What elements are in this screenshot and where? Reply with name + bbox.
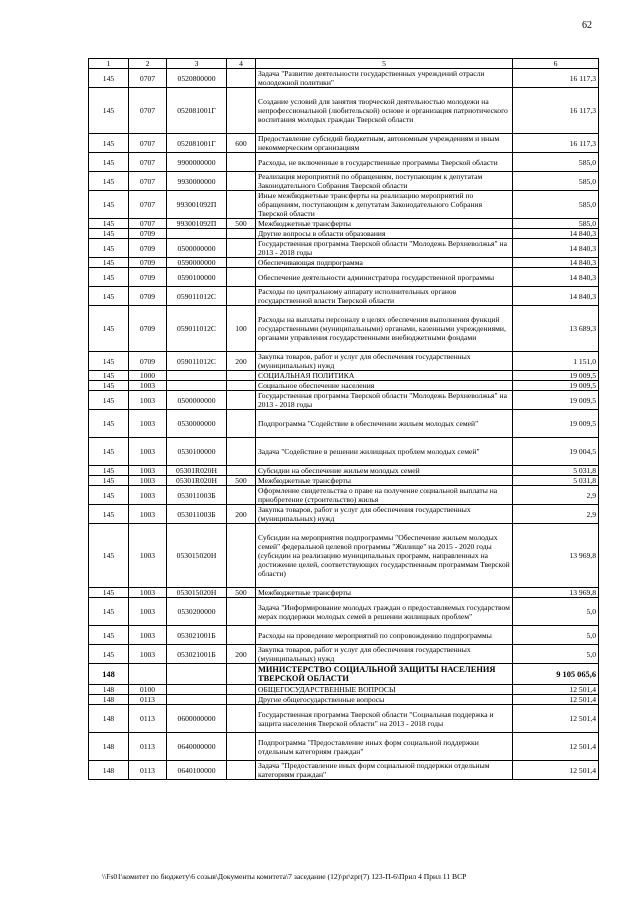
table-row [89,229,599,239]
table-row [89,153,599,172]
cell-c3: 0590000000 [167,258,227,268]
column-header: 5 [256,59,513,69]
cell-c3: 053011003Б [167,505,227,524]
cell-c2: 0113 [129,761,167,780]
cell-c5: Иные межбюджетные трансферты на реализацию мероприятий по обращениям, поступающим к депутатам Законодательного Собрания Тверской области [256,191,513,219]
cell-c3: 0640000000 [167,733,227,761]
cell-c4 [227,438,256,466]
cell-c6: 19 009,5 [513,381,599,391]
cell-c2: 0707 [129,172,167,191]
column-header: 1 [89,59,129,69]
cell-c5: Задача "Развитие деятельности государственных учреждений отрасли молодежной политики" [256,69,513,88]
cell-c5: Межбюджетные трансферты [256,219,513,229]
cell-c2: 0707 [129,219,167,229]
cell-c3: 0600000000 [167,705,227,733]
cell-c3: 059011012С [167,306,227,352]
cell-c6: 12 501,4 [513,695,599,705]
cell-c5: Межбюджетные трансферты [256,476,513,486]
column-header: 3 [167,59,227,69]
cell-c4 [227,172,256,191]
cell-c5: Подпрограмма "Предоставление иных форм социальной поддержки отдельным категориям граждан" [256,733,513,761]
table-row [89,733,599,761]
cell-c2: 0709 [129,306,167,352]
cell-c4: 200 [227,645,256,664]
cell-c5: Подпрограмма "Содействие в обеспечении жильем молодых семей" [256,410,513,438]
cell-c2: 0707 [129,69,167,88]
cell-c4 [227,598,256,626]
cell-c3: 059011012С [167,287,227,306]
cell-c6: 19 009,5 [513,391,599,410]
cell-c6: 2,9 [513,505,599,524]
cell-c5: Социальное обеспечение населения [256,381,513,391]
cell-c1: 145 [89,598,129,626]
cell-c5: Обеспечение деятельности администратора государственной программы [256,268,513,287]
table-row [89,466,599,476]
cell-c4: 200 [227,505,256,524]
cell-c6: 12 501,4 [513,733,599,761]
cell-c6: 13 689,3 [513,306,599,352]
cell-c3 [167,664,227,685]
cell-c4 [227,626,256,645]
cell-c6: 19 009,5 [513,371,599,381]
cell-c2: 0113 [129,695,167,705]
cell-c1: 145 [89,287,129,306]
cell-c5: Расходы на проведение мероприятий по сопровождению подпрограммы [256,626,513,645]
cell-c2: 1003 [129,598,167,626]
cell-c6: 1 151,0 [513,352,599,371]
cell-c3: 059011012С [167,352,227,371]
cell-c4 [227,705,256,733]
cell-c5: Обеспечивающая подпрограмма [256,258,513,268]
cell-c6: 14 840,3 [513,229,599,239]
cell-c4 [227,239,256,258]
cell-c1: 145 [89,371,129,381]
table-row [89,410,599,438]
cell-c1: 145 [89,229,129,239]
cell-c3: 9930000000 [167,172,227,191]
cell-c2 [129,664,167,685]
table-row [89,626,599,645]
cell-c6: 5,0 [513,626,599,645]
cell-c4 [227,524,256,588]
cell-c3: 0640100000 [167,761,227,780]
cell-c1: 145 [89,268,129,287]
cell-c6: 5 031,8 [513,466,599,476]
cell-c4 [227,410,256,438]
cell-c3: 0530200000 [167,598,227,626]
cell-c4 [227,761,256,780]
cell-c2: 0113 [129,733,167,761]
cell-c2: 1003 [129,466,167,476]
cell-c5: Оформление свидетельства о праве на получение социальной выплаты на приобретение (строительство) жилья [256,486,513,505]
cell-c2: 0707 [129,153,167,172]
cell-c5: Расходы, не включенные в государственные программы Тверской области [256,153,513,172]
cell-c2: 1003 [129,626,167,645]
cell-c4 [227,287,256,306]
table-row [89,371,599,381]
cell-c6: 5 031,8 [513,476,599,486]
cell-c4 [227,486,256,505]
cell-c6: 14 840,3 [513,287,599,306]
cell-c5: ОБЩЕГОСУДАРСТВЕННЫЕ ВОПРОСЫ [256,685,513,695]
cell-c1: 145 [89,626,129,645]
cell-c6: 12 501,4 [513,685,599,695]
cell-c5: Закупка товаров, работ и услуг для обеспечения государственных (муниципальных) нужд [256,505,513,524]
cell-c1: 145 [89,172,129,191]
cell-c5: Задача "Предоставление иных форм социальной поддержки отдельным категориям граждан" [256,761,513,780]
table-row [89,664,599,685]
table-row [89,761,599,780]
cell-c1: 145 [89,219,129,229]
cell-c2: 1000 [129,371,167,381]
cell-c6: 14 840,3 [513,239,599,258]
table-row [89,685,599,695]
cell-c1: 145 [89,438,129,466]
table-row [89,239,599,258]
cell-c4: 500 [227,588,256,598]
cell-c4 [227,733,256,761]
cell-c6: 14 840,3 [513,258,599,268]
cell-c4 [227,268,256,287]
cell-c6: 5,0 [513,598,599,626]
cell-c1: 148 [89,695,129,705]
cell-c1: 148 [89,761,129,780]
cell-c2: 0709 [129,229,167,239]
cell-c1: 145 [89,505,129,524]
cell-c4 [227,69,256,88]
table-row [89,476,599,486]
cell-c2: 1003 [129,645,167,664]
table-header-row [89,59,599,69]
cell-c1: 145 [89,524,129,588]
cell-c3 [167,685,227,695]
cell-c6: 13 969,8 [513,588,599,598]
cell-c1: 145 [89,466,129,476]
cell-c4: 500 [227,219,256,229]
cell-c3: 053015020Н [167,524,227,588]
cell-c5: Другие вопросы в области образования [256,229,513,239]
cell-c3: 0500000000 [167,391,227,410]
cell-c3: 0530100000 [167,438,227,466]
cell-c3: 052081001Г [167,134,227,153]
cell-c6: 585,0 [513,172,599,191]
cell-c5: Предоставление субсидий бюджетным, автономным учреждениям и иным некоммерческим организациям [256,134,513,153]
cell-c3: 052081001Г [167,88,227,134]
column-header: 2 [129,59,167,69]
cell-c5: Закупка товаров, работ и услуг для обеспечения государственных (муниципальных) нужд [256,645,513,664]
cell-c3: 05301R020Н [167,476,227,486]
cell-c2: 1003 [129,486,167,505]
cell-c3: 0500000000 [167,239,227,258]
cell-c5: Расходы по центральному аппарату исполнительных органов государственной власти Тверской области [256,287,513,306]
cell-c6: 19 009,5 [513,410,599,438]
cell-c6: 12 501,4 [513,761,599,780]
cell-c2: 1003 [129,524,167,588]
cell-c1: 145 [89,486,129,505]
column-header: 4 [227,59,256,69]
cell-c6: 16 117,3 [513,88,599,134]
cell-c6: 5,0 [513,645,599,664]
cell-c2: 0709 [129,268,167,287]
cell-c3: 05301R020Н [167,466,227,476]
cell-c2: 1003 [129,438,167,466]
cell-c4 [227,381,256,391]
cell-c2: 0707 [129,134,167,153]
cell-c1: 145 [89,410,129,438]
cell-c6: 16 117,3 [513,134,599,153]
cell-c3: 993001092П [167,191,227,219]
table-row [89,438,599,466]
cell-c2: 0709 [129,239,167,258]
cell-c4 [227,258,256,268]
cell-c1: 145 [89,88,129,134]
table-row [89,219,599,229]
cell-c4 [227,466,256,476]
cell-c2: 1003 [129,410,167,438]
cell-c5: Закупка товаров, работ и услуг для обеспечения государственных (муниципальных) нужд [256,352,513,371]
table-row [89,695,599,705]
cell-c3: 053015020Н [167,588,227,598]
cell-c2: 0709 [129,258,167,268]
cell-c3: 0530000000 [167,410,227,438]
cell-c2: 1003 [129,381,167,391]
cell-c6: 9 105 065,6 [513,664,599,685]
table-row [89,352,599,371]
cell-c1: 145 [89,391,129,410]
cell-c6: 16 117,3 [513,69,599,88]
cell-c5: МИНИСТЕРСТВО СОЦИАЛЬНОЙ ЗАЩИТЫ НАСЕЛЕНИЯ ТВЕРСКОЙ ОБЛАСТИ [256,664,513,685]
cell-c1: 145 [89,645,129,664]
cell-c5: Задача "Содействие в решении жилищных проблем молодых семей" [256,438,513,466]
cell-c5: Государственная программа Тверской области "Молодежь Верхневолжья" на 2013 - 2018 годы [256,391,513,410]
table-row [89,505,599,524]
table-row [89,705,599,733]
cell-c3: 993001092П [167,219,227,229]
cell-c3: 053021001Б [167,626,227,645]
cell-c2: 1003 [129,505,167,524]
cell-c4 [227,695,256,705]
cell-c6: 13 969,8 [513,524,599,588]
budget-table [88,58,599,780]
cell-c5: Другие общегосударственные вопросы [256,695,513,705]
cell-c6: 585,0 [513,219,599,229]
cell-c6: 19 004,5 [513,438,599,466]
cell-c4 [227,664,256,685]
cell-c2: 1003 [129,588,167,598]
table-row [89,69,599,88]
cell-c2: 0707 [129,191,167,219]
cell-c6: 2,9 [513,486,599,505]
cell-c5: Межбюджетные трансферты [256,588,513,598]
cell-c6: 14 840,3 [513,268,599,287]
cell-c2: 0113 [129,705,167,733]
cell-c1: 148 [89,685,129,695]
cell-c4 [227,153,256,172]
cell-c1: 145 [89,352,129,371]
cell-c2: 0100 [129,685,167,695]
cell-c1: 145 [89,134,129,153]
table-row [89,486,599,505]
cell-c1: 145 [89,476,129,486]
cell-c3 [167,381,227,391]
cell-c1: 145 [89,191,129,219]
cell-c3 [167,229,227,239]
table-row [89,287,599,306]
cell-c1: 145 [89,306,129,352]
cell-c3: 9900000000 [167,153,227,172]
cell-c5: Задача "Информирование молодых граждан о предоставляемых государством мерах поддержки молодых семей в решении жилищных проблем" [256,598,513,626]
table-row [89,598,599,626]
cell-c2: 0709 [129,352,167,371]
cell-c3 [167,371,227,381]
table-row [89,172,599,191]
cell-c5: Создание условий для занятия творческой деятельностью молодежи на непрофессиональной (любительской) основе и организация патриотического воспитания молодых граждан Тверской области [256,88,513,134]
cell-c5: Государственная программа Тверской области "Молодежь Верхневолжья" на 2013 - 2018 годы [256,239,513,258]
file-path-footer: \\Fs01\комитет по бюджету\6 созыв\Документы комитета\7 заседание (12)\pr\zpr(7) 123-П-6\Прил 4 Прил 11 ВСР [102,872,467,881]
table-row [89,134,599,153]
cell-c1: 145 [89,381,129,391]
cell-c4 [227,371,256,381]
page-number: 62 [582,20,592,31]
table-row [89,258,599,268]
table-row [89,306,599,352]
table-row [89,524,599,588]
cell-c5: Субсидии на обеспечение жильем молодых семей [256,466,513,476]
cell-c1: 145 [89,239,129,258]
cell-c4 [227,229,256,239]
cell-c6: 12 501,4 [513,705,599,733]
cell-c3: 0520800000 [167,69,227,88]
table-row [89,645,599,664]
cell-c4 [227,685,256,695]
cell-c1: 145 [89,153,129,172]
cell-c6: 585,0 [513,153,599,172]
cell-c1: 145 [89,258,129,268]
cell-c4: 500 [227,476,256,486]
cell-c1: 145 [89,69,129,88]
cell-c2: 1003 [129,391,167,410]
table-row [89,588,599,598]
cell-c3: 0590100000 [167,268,227,287]
cell-c5: Реализация мероприятий по обращениям, поступающим к депутатам Законодательного Собрания Тверской области [256,172,513,191]
cell-c1: 145 [89,588,129,598]
table-row [89,381,599,391]
table-row [89,191,599,219]
cell-c5: СОЦИАЛЬНАЯ ПОЛИТИКА [256,371,513,381]
cell-c1: 148 [89,664,129,685]
cell-c4 [227,191,256,219]
cell-c4 [227,391,256,410]
cell-c4: 600 [227,134,256,153]
cell-c5: Расходы на выплаты персоналу в целях обеспечения выполнения функций государственными (муниципальными) органами, казенными учреждениями, органами управления государственными внебюджетными фондами [256,306,513,352]
table-row [89,88,599,134]
table-row [89,391,599,410]
cell-c1: 148 [89,705,129,733]
cell-c2: 1003 [129,476,167,486]
column-header: 6 [513,59,599,69]
cell-c4: 100 [227,306,256,352]
cell-c2: 0709 [129,287,167,306]
cell-c3: 053011003Б [167,486,227,505]
cell-c4 [227,88,256,134]
cell-c6: 585,0 [513,191,599,219]
cell-c5: Государственная программа Тверской области "Социальная поддержка и защита населения Тверской области" на 2013 - 2018 годы [256,705,513,733]
cell-c4: 200 [227,352,256,371]
cell-c3 [167,695,227,705]
cell-c2: 0707 [129,88,167,134]
cell-c1: 148 [89,733,129,761]
cell-c5: Субсидии на мероприятия подпрограммы "Обеспечение жильем молодых семей" федеральной целевой программы "Жилище" на 2015 - 2020 годы (субсидии на реализацию муниципальных программ, направленных на достижение целей, соответствующих государственным программам Тверской области) [256,524,513,588]
cell-c3: 053021001Б [167,645,227,664]
table-row [89,268,599,287]
